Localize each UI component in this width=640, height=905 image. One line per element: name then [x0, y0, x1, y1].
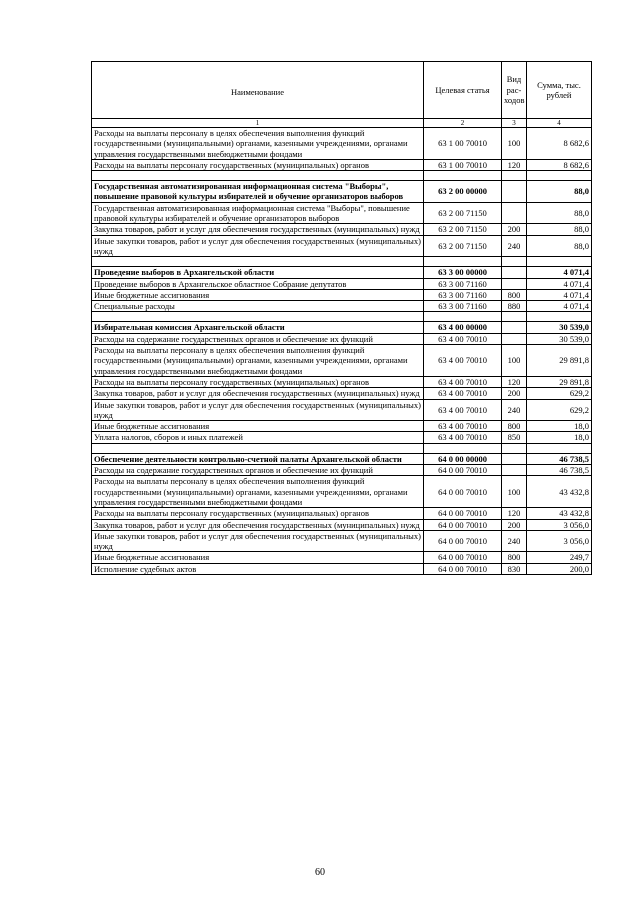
- kind-cell: 240: [502, 530, 527, 552]
- name-cell: Проведение выборов в Архангельской области: [92, 267, 424, 278]
- column-number: 3: [502, 119, 527, 128]
- sum-cell: 88,0: [527, 202, 592, 224]
- table-row: [92, 465, 592, 476]
- table-row: [92, 289, 592, 300]
- header-row: [92, 62, 592, 119]
- name-cell: Расходы на выплаты персоналу государственных (муниципальных) органов: [92, 159, 424, 170]
- name-cell: Государственная автоматизированная информационная система "Выборы", повышение правовой культуры избирателей и обучение организаторов выборов: [92, 202, 424, 224]
- kind-cell: 100: [502, 476, 527, 508]
- kind-cell: 100: [502, 128, 527, 160]
- table-row: [92, 508, 592, 519]
- table-row: [92, 159, 592, 170]
- code-cell: 64 0 00 70010: [424, 476, 502, 508]
- spacer-cell: [92, 257, 424, 267]
- name-cell: Расходы на выплаты персоналу государственных (муниципальных) органов: [92, 376, 424, 387]
- code-cell: 63 2 00 00000: [424, 181, 502, 203]
- code-cell: 63 2 00 71150: [424, 235, 502, 257]
- name-cell: Иные закупки товаров, работ и услуг для обеспечения государственных (муниципальных) нужд: [92, 530, 424, 552]
- spacer-cell: [424, 171, 502, 181]
- sum-cell: 3 056,0: [527, 519, 592, 530]
- kind-cell: [502, 267, 527, 278]
- kind-cell: 850: [502, 432, 527, 443]
- sum-cell: 629,2: [527, 388, 592, 399]
- kind-cell: 880: [502, 301, 527, 312]
- table-row: [92, 333, 592, 344]
- name-cell: Расходы на содержание государственных органов и обеспечение их функций: [92, 333, 424, 344]
- sum-cell: 8 682,6: [527, 159, 592, 170]
- budget-table: [91, 61, 592, 575]
- table-row: [92, 530, 592, 552]
- name-cell: Расходы на выплаты персоналу в целях обеспечения выполнения функций государственными (муниципальными) органами, казенными учреждениями, органами управления государственными внебюджетными фондами: [92, 476, 424, 508]
- table-row: [92, 476, 592, 508]
- kind-cell: 200: [502, 388, 527, 399]
- table-row: [92, 202, 592, 224]
- kind-cell: [502, 453, 527, 464]
- sum-cell: 3 056,0: [527, 530, 592, 552]
- column-number: 4: [527, 119, 592, 128]
- spacer-cell: [502, 443, 527, 453]
- spacer-cell: [424, 312, 502, 322]
- code-cell: 63 1 00 70010: [424, 159, 502, 170]
- spacer-cell: [424, 443, 502, 453]
- code-cell: 63 4 00 70010: [424, 345, 502, 377]
- code-cell: 63 2 00 71150: [424, 202, 502, 224]
- spacer-cell: [527, 443, 592, 453]
- kind-cell: 120: [502, 508, 527, 519]
- code-cell: 64 0 00 70010: [424, 519, 502, 530]
- table-row: [92, 563, 592, 574]
- table-row: [92, 278, 592, 289]
- spacer-cell: [424, 257, 502, 267]
- sum-cell: 18,0: [527, 432, 592, 443]
- sum-cell: 249,7: [527, 552, 592, 563]
- code-cell: 64 0 00 70010: [424, 508, 502, 519]
- name-cell: Избирательная комиссия Архангельской области: [92, 322, 424, 333]
- sum-cell: 4 071,4: [527, 301, 592, 312]
- sum-cell: 43 432,8: [527, 508, 592, 519]
- kind-cell: [502, 181, 527, 203]
- name-cell: Закупка товаров, работ и услуг для обеспечения государственных (муниципальных) нужд: [92, 388, 424, 399]
- header-kind: Вид рас-ходов: [502, 62, 527, 119]
- spacer-cell: [92, 443, 424, 453]
- sum-cell: 18,0: [527, 421, 592, 432]
- table-row: [92, 128, 592, 160]
- spacer-cell: [502, 171, 527, 181]
- sum-cell: 88,0: [527, 181, 592, 203]
- kind-cell: 800: [502, 289, 527, 300]
- spacer-row: [92, 312, 592, 322]
- table-row: [92, 235, 592, 257]
- table-row: [92, 432, 592, 443]
- section-row: [92, 181, 592, 203]
- table-row: [92, 224, 592, 235]
- name-cell: Иные закупки товаров, работ и услуг для обеспечения государственных (муниципальных) нужд: [92, 399, 424, 421]
- sum-cell: 30 539,0: [527, 333, 592, 344]
- spacer-cell: [502, 312, 527, 322]
- kind-cell: [502, 278, 527, 289]
- sum-cell: 29 891,8: [527, 345, 592, 377]
- code-cell: 63 3 00 00000: [424, 267, 502, 278]
- spacer-cell: [502, 257, 527, 267]
- sum-cell: 8 682,6: [527, 128, 592, 160]
- code-cell: 64 0 00 70010: [424, 563, 502, 574]
- code-cell: 63 4 00 70010: [424, 432, 502, 443]
- name-cell: Уплата налогов, сборов и иных платежей: [92, 432, 424, 443]
- name-cell: Обеспечение деятельности контрольно-счетной палаты Архангельской области: [92, 453, 424, 464]
- kind-cell: [502, 202, 527, 224]
- name-cell: Расходы на выплаты персоналу в целях обеспечения выполнения функций государственными (муниципальными) органами, казенными учреждениями, органами управления государственными внебюджетными фондами: [92, 345, 424, 377]
- kind-cell: 120: [502, 376, 527, 387]
- column-number: 1: [92, 119, 424, 128]
- sum-cell: 4 071,4: [527, 267, 592, 278]
- kind-cell: [502, 322, 527, 333]
- column-number: 2: [424, 119, 502, 128]
- kind-cell: 200: [502, 224, 527, 235]
- spacer-row: [92, 171, 592, 181]
- code-cell: 63 4 00 70010: [424, 388, 502, 399]
- sum-cell: 46 738,5: [527, 465, 592, 476]
- code-cell: 63 4 00 00000: [424, 322, 502, 333]
- kind-cell: [502, 465, 527, 476]
- code-cell: 63 4 00 70010: [424, 421, 502, 432]
- table-row: [92, 552, 592, 563]
- code-cell: 63 4 00 70010: [424, 333, 502, 344]
- code-cell: 63 4 00 70010: [424, 399, 502, 421]
- section-row: [92, 453, 592, 464]
- column-number-row: [92, 119, 592, 128]
- kind-cell: 830: [502, 563, 527, 574]
- name-cell: Расходы на выплаты персоналу в целях обеспечения выполнения функций государственными (муниципальными) органами, казенными учреждениями, органами управления государственными внебюджетными фондами: [92, 128, 424, 160]
- table-body: [92, 62, 592, 575]
- spacer-row: [92, 257, 592, 267]
- kind-cell: [502, 333, 527, 344]
- sum-cell: 43 432,8: [527, 476, 592, 508]
- spacer-cell: [527, 171, 592, 181]
- name-cell: Иные закупки товаров, работ и услуг для обеспечения государственных (муниципальных) нужд: [92, 235, 424, 257]
- header-sum: Сумма, тыс. рублей: [527, 62, 592, 119]
- name-cell: Закупка товаров, работ и услуг для обеспечения государственных (муниципальных) нужд: [92, 519, 424, 530]
- sum-cell: 30 539,0: [527, 322, 592, 333]
- kind-cell: 120: [502, 159, 527, 170]
- name-cell: Расходы на выплаты персоналу государственных (муниципальных) органов: [92, 508, 424, 519]
- sum-cell: 46 738,5: [527, 453, 592, 464]
- sum-cell: 629,2: [527, 399, 592, 421]
- header-name: Наименование: [92, 62, 424, 119]
- code-cell: 63 3 00 71160: [424, 289, 502, 300]
- name-cell: Проведение выборов в Архангельское областное Собрание депутатов: [92, 278, 424, 289]
- section-row: [92, 267, 592, 278]
- kind-cell: 800: [502, 552, 527, 563]
- code-cell: 63 1 00 70010: [424, 128, 502, 160]
- name-cell: Исполнение судебных актов: [92, 563, 424, 574]
- sum-cell: 88,0: [527, 235, 592, 257]
- table-row: [92, 376, 592, 387]
- table-row: [92, 301, 592, 312]
- code-cell: 64 0 00 70010: [424, 552, 502, 563]
- name-cell: Государственная автоматизированная информационная система "Выборы", повышение правовой культуры избирателей и обучение организаторов выборов: [92, 181, 424, 203]
- name-cell: Иные бюджетные ассигнования: [92, 552, 424, 563]
- table-row: [92, 345, 592, 377]
- table-row: [92, 399, 592, 421]
- code-cell: 63 2 00 71150: [424, 224, 502, 235]
- code-cell: 64 0 00 70010: [424, 465, 502, 476]
- name-cell: Закупка товаров, работ и услуг для обеспечения государственных (муниципальных) нужд: [92, 224, 424, 235]
- section-row: [92, 322, 592, 333]
- kind-cell: 200: [502, 519, 527, 530]
- sum-cell: 29 891,8: [527, 376, 592, 387]
- kind-cell: 240: [502, 399, 527, 421]
- code-cell: 64 0 00 00000: [424, 453, 502, 464]
- sum-cell: 4 071,4: [527, 289, 592, 300]
- kind-cell: 100: [502, 345, 527, 377]
- code-cell: 63 3 00 71160: [424, 301, 502, 312]
- name-cell: Расходы на содержание государственных органов и обеспечение их функций: [92, 465, 424, 476]
- code-cell: 64 0 00 70010: [424, 530, 502, 552]
- table-row: [92, 519, 592, 530]
- spacer-cell: [527, 312, 592, 322]
- table-row: [92, 388, 592, 399]
- spacer-cell: [527, 257, 592, 267]
- spacer-row: [92, 443, 592, 453]
- kind-cell: 240: [502, 235, 527, 257]
- code-cell: 63 4 00 70010: [424, 376, 502, 387]
- table-row: [92, 421, 592, 432]
- header-target: Целевая статья: [424, 62, 502, 119]
- code-cell: 63 3 00 71160: [424, 278, 502, 289]
- name-cell: Иные бюджетные ассигнования: [92, 289, 424, 300]
- spacer-cell: [92, 312, 424, 322]
- kind-cell: 800: [502, 421, 527, 432]
- spacer-cell: [92, 171, 424, 181]
- sum-cell: 4 071,4: [527, 278, 592, 289]
- name-cell: Специальные расходы: [92, 301, 424, 312]
- name-cell: Иные бюджетные ассигнования: [92, 421, 424, 432]
- page-number: 60: [315, 867, 325, 878]
- sum-cell: 88,0: [527, 224, 592, 235]
- sum-cell: 200,0: [527, 563, 592, 574]
